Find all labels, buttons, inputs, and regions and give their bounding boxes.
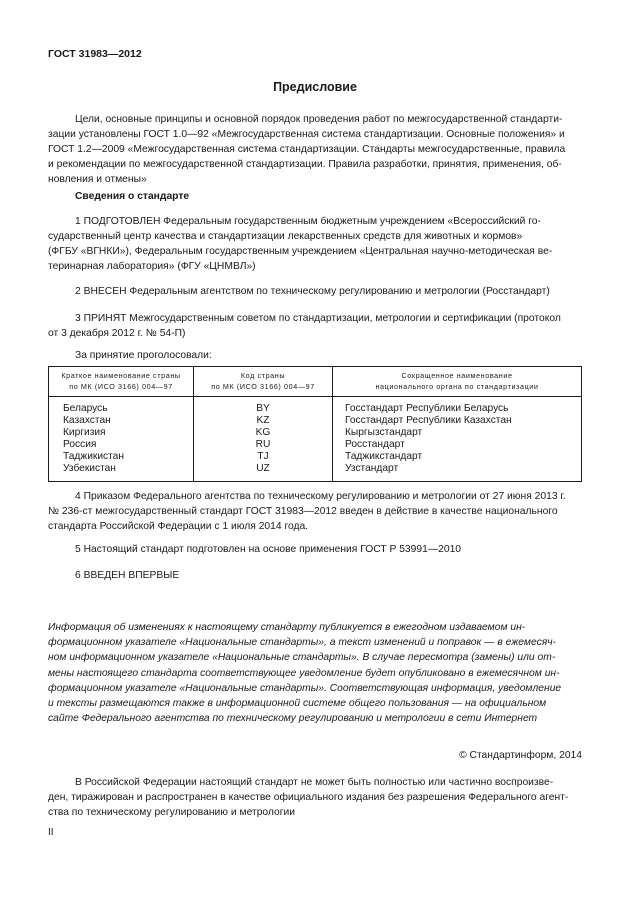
copyright-notice: © Стандартинформ, 2014 bbox=[459, 750, 582, 761]
item-2-submitted bbox=[48, 284, 581, 299]
text-line: За принятие проголосовали: bbox=[75, 350, 212, 361]
organization-cell: Таджикстандарт bbox=[333, 451, 582, 463]
text-line: формационном указателе «Национальные стандарты». Соответствующая информация, уведомление bbox=[48, 682, 562, 694]
table-row bbox=[49, 463, 582, 482]
text-line: сударственный центр качества и стандартизации лекарственных средств для животных и кормов» bbox=[48, 231, 523, 242]
table-row bbox=[49, 397, 582, 416]
text-line: 4 Приказом Федерального агентства по техническому регулированию и метрологии от 27 июня 2013 г. bbox=[75, 491, 566, 502]
text-line: ства по техническому регулированию и метрологии bbox=[48, 807, 296, 818]
table-row bbox=[49, 451, 582, 463]
text-line: зации установлены ГОСТ 1.0—92 «Межгосударственная система стандартизации. Основные положения» и bbox=[48, 129, 565, 140]
table-row bbox=[49, 415, 582, 427]
text-line: формационном указателе «Национальные стандарты», а текст изменений и поправок — в ежемесяч- bbox=[48, 637, 556, 649]
text-line: и тексты размещаются также в информационной системе общего пользования — на официальном bbox=[48, 698, 547, 710]
code-cell: RU bbox=[194, 439, 333, 451]
text-line: ден, тиражирован и распространен в качестве официального издания без разрешения Федерального агент- bbox=[48, 792, 569, 803]
country-cell: Беларусь bbox=[49, 397, 194, 416]
organization-cell: Госстандарт Республики Казахстан bbox=[333, 415, 582, 427]
country-cell: Таджикистан bbox=[49, 451, 194, 463]
text-line: Информация об изменениях к настоящему стандарту публикуется в ежегодном издаваемом ин- bbox=[48, 622, 526, 633]
text-line: стандарта Российской Федерации с 1 июля 2014 года. bbox=[48, 521, 309, 532]
code-cell: KG bbox=[194, 427, 333, 439]
code-cell: BY bbox=[194, 397, 333, 416]
organization-cell: Росстандарт bbox=[333, 439, 582, 451]
changes-information-paragraph bbox=[48, 620, 581, 726]
column-header-code: Код страны по МК (ИСО 3166) 004—97 bbox=[194, 367, 333, 397]
table-header-row bbox=[49, 367, 582, 397]
text-line: от 3 декабря 2012 г. № 54-П) bbox=[48, 328, 186, 339]
item-6-introduced bbox=[48, 568, 581, 583]
intro-paragraph bbox=[48, 112, 581, 187]
column-header-organization: Сокращенное наименование национального органа по стандартизации bbox=[333, 367, 582, 397]
text-line: 3 ПРИНЯТ Межгосударственным советом по стандартизации, метрологии и сертификации (протокол bbox=[75, 313, 561, 324]
table-row bbox=[49, 439, 582, 451]
item-5-basis bbox=[48, 542, 581, 557]
vote-label bbox=[48, 348, 581, 363]
text-line: новления и отмены» bbox=[48, 174, 147, 185]
item-4-order bbox=[48, 489, 581, 534]
text-line: мены настоящего стандарта соответствующее уведомление будет опубликовано в ежемесячном ин- bbox=[48, 667, 560, 679]
text-line: теринарная лаборатория» (ФГУ «ЦНМВЛ») bbox=[48, 261, 256, 272]
item-3-adopted bbox=[48, 311, 581, 341]
text-line: 1 ПОДГОТОВЛЕН Федеральным государственным бюджетным учреждением «Всероссийский го- bbox=[75, 216, 541, 227]
column-header-country: Краткое наименование страны по МК (ИСО 3166) 004—97 bbox=[49, 367, 194, 397]
about-standard-heading: Сведения о стандарте bbox=[75, 191, 190, 202]
document-code-header: ГОСТ 31983—2012 bbox=[48, 48, 142, 60]
text-line: и рекомендации по межгосударственной стандартизации. Правила разработки, принятия, применения, об- bbox=[48, 159, 562, 170]
code-cell: KZ bbox=[194, 415, 333, 427]
text-line: ном информационном указателе «Национальные стандарты». В случае пересмотра (замены) или от- bbox=[48, 652, 556, 664]
text-line: сайте Федерального агентства по техническому регулированию и метрологии в сети Интернет bbox=[48, 713, 538, 725]
text-line: (ФГБУ «ВГНКИ»), Федеральным государственным учреждением «Центральная научно-методическая ве- bbox=[48, 246, 553, 257]
text-line: В Российской Федерации настоящий стандарт не может быть полностью или частично воспроизве- bbox=[75, 777, 554, 788]
organization-cell: Кыргызстандарт bbox=[333, 427, 582, 439]
item-1-prepared bbox=[48, 214, 581, 274]
country-cell: Россия bbox=[49, 439, 194, 451]
country-cell: Казахстан bbox=[49, 415, 194, 427]
table-row bbox=[49, 427, 582, 439]
voting-countries-table bbox=[48, 366, 582, 482]
code-cell: UZ bbox=[194, 463, 333, 482]
text-line: Цели, основные принципы и основной порядок проведения работ по межгосударственной стандарти- bbox=[75, 114, 563, 125]
organization-cell: Узстандарт bbox=[333, 463, 582, 482]
page-title: Предисловие bbox=[273, 80, 357, 94]
text-line: 5 Настоящий стандарт подготовлен на основе применения ГОСТ Р 53991—2010 bbox=[75, 544, 462, 555]
organization-cell: Госстандарт Республики Беларусь bbox=[333, 397, 582, 416]
rights-paragraph bbox=[48, 775, 581, 820]
country-cell: Киргизия bbox=[49, 427, 194, 439]
text-line: № 236-ст межгосударственный стандарт ГОСТ 31983—2012 введен в действие в качестве национального bbox=[48, 506, 558, 517]
text-line: ГОСТ 1.2—2009 «Межгосударственная система стандартизации. Стандарты межгосударственные, правила bbox=[48, 144, 566, 155]
code-cell: TJ bbox=[194, 451, 333, 463]
country-cell: Узбекистан bbox=[49, 463, 194, 482]
text-line: 6 ВВЕДЕН ВПЕРВЫЕ bbox=[75, 570, 180, 581]
text-line: 2 ВНЕСЕН Федеральным агентством по техническому регулированию и метрологии (Росстандарт) bbox=[75, 286, 550, 297]
page-number: II bbox=[48, 827, 54, 838]
